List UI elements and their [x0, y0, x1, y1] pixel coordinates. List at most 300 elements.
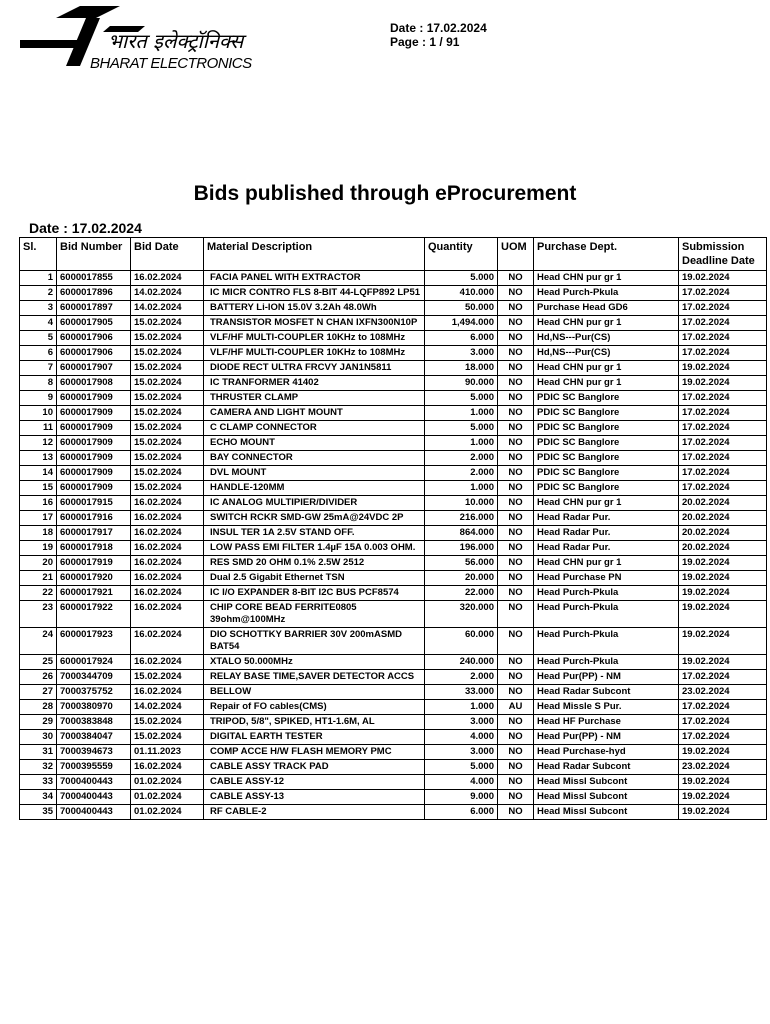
table-row	[20, 526, 767, 541]
cell-material-description: LOW PASS EMI FILTER 1.4µF 15A 0.003 OHM.	[204, 541, 425, 556]
header-page: Page : 1 / 91	[390, 35, 460, 49]
cell-quantity: 5.000	[425, 271, 498, 286]
cell-material-description: IC I/O EXPANDER 8-BIT I2C BUS PCF8574	[204, 586, 425, 601]
col-header-bid-number: Bid Number	[57, 238, 131, 271]
cell-purchase-dept: Head Purch-Pkula	[534, 286, 679, 301]
cell-quantity: 196.000	[425, 541, 498, 556]
cell-bid-number: 6000017906	[57, 331, 131, 346]
cell-material-description: Dual 2.5 Gigabit Ethernet TSN	[204, 571, 425, 586]
cell-deadline: 17.02.2024	[679, 301, 767, 316]
cell-deadline: 17.02.2024	[679, 451, 767, 466]
cell-purchase-dept: Head Missl Subcont	[534, 805, 679, 820]
cell-purchase-dept: Head Radar Pur.	[534, 526, 679, 541]
cell-deadline: 19.02.2024	[679, 586, 767, 601]
cell-material-description: INSUL TER 1A 2.5V STAND OFF.	[204, 526, 425, 541]
cell-quantity: 6.000	[425, 805, 498, 820]
cell-bid-date: 15.02.2024	[131, 316, 204, 331]
cell-quantity: 5.000	[425, 760, 498, 775]
cell-material-description: VLF/HF MULTI-COUPLER 10KHz to 108MHz	[204, 331, 425, 346]
col-header-material-description: Material Description	[204, 238, 425, 271]
cell-material-description: RES SMD 20 OHM 0.1% 2.5W 2512	[204, 556, 425, 571]
bel-logo-icon	[20, 4, 340, 74]
cell-bid-date: 16.02.2024	[131, 601, 204, 628]
cell-bid-number: 6000017896	[57, 286, 131, 301]
cell-material-description: BELLOW	[204, 685, 425, 700]
cell-sl: 6	[20, 346, 57, 361]
cell-uom: NO	[498, 670, 534, 685]
table-row	[20, 685, 767, 700]
cell-purchase-dept: Head Purch-Pkula	[534, 628, 679, 655]
cell-sl: 34	[20, 790, 57, 805]
cell-uom: NO	[498, 316, 534, 331]
cell-bid-date: 16.02.2024	[131, 541, 204, 556]
cell-quantity: 5.000	[425, 421, 498, 436]
cell-bid-number: 6000017919	[57, 556, 131, 571]
cell-uom: NO	[498, 805, 534, 820]
cell-uom: NO	[498, 556, 534, 571]
cell-uom: NO	[498, 628, 534, 655]
cell-bid-date: 16.02.2024	[131, 655, 204, 670]
cell-bid-date: 01.02.2024	[131, 775, 204, 790]
cell-quantity: 320.000	[425, 601, 498, 628]
cell-uom: NO	[498, 421, 534, 436]
header-meta	[390, 21, 487, 49]
cell-sl: 16	[20, 496, 57, 511]
cell-material-description: CABLE ASSY TRACK PAD	[204, 760, 425, 775]
table-row	[20, 601, 767, 628]
table-row	[20, 571, 767, 586]
table-row	[20, 511, 767, 526]
cell-material-description: IC MICR CONTRO FLS 8-BIT 44-LQFP892 LP51	[204, 286, 425, 301]
table-row	[20, 391, 767, 406]
cell-deadline: 19.02.2024	[679, 361, 767, 376]
table-row	[20, 421, 767, 436]
cell-purchase-dept: Head CHN pur gr 1	[534, 556, 679, 571]
cell-quantity: 22.000	[425, 586, 498, 601]
cell-uom: NO	[498, 511, 534, 526]
cell-bid-date: 14.02.2024	[131, 286, 204, 301]
cell-deadline: 19.02.2024	[679, 271, 767, 286]
cell-bid-date: 14.02.2024	[131, 301, 204, 316]
report-date: Date : 17.02.2024	[29, 220, 142, 236]
cell-uom: AU	[498, 700, 534, 715]
cell-quantity: 4.000	[425, 730, 498, 745]
table-row	[20, 745, 767, 760]
cell-purchase-dept: Head Missle S Pur.	[534, 700, 679, 715]
cell-bid-number: 7000400443	[57, 805, 131, 820]
cell-bid-date: 16.02.2024	[131, 760, 204, 775]
cell-uom: NO	[498, 541, 534, 556]
cell-bid-number: 6000017909	[57, 466, 131, 481]
table-row	[20, 406, 767, 421]
cell-deadline: 17.02.2024	[679, 331, 767, 346]
cell-bid-date: 16.02.2024	[131, 628, 204, 655]
logo-hindi-text: भारत इलेक्ट्रॉनिक्स	[108, 29, 244, 53]
cell-sl: 29	[20, 715, 57, 730]
cell-quantity: 3.000	[425, 346, 498, 361]
table-row	[20, 730, 767, 745]
cell-material-description: TRIPOD, 5/8", SPIKED, HT1-1.6M, AL	[204, 715, 425, 730]
cell-bid-number: 6000017907	[57, 361, 131, 376]
table-row	[20, 760, 767, 775]
cell-purchase-dept: Head CHN pur gr 1	[534, 271, 679, 286]
table-header-row	[20, 238, 767, 271]
table-body	[20, 271, 767, 820]
cell-bid-number: 6000017909	[57, 481, 131, 496]
cell-purchase-dept: Head Radar Pur.	[534, 541, 679, 556]
table-row	[20, 361, 767, 376]
cell-bid-date: 15.02.2024	[131, 715, 204, 730]
table-row	[20, 496, 767, 511]
cell-deadline: 20.02.2024	[679, 511, 767, 526]
cell-deadline: 19.02.2024	[679, 628, 767, 655]
cell-purchase-dept: PDIC SC Banglore	[534, 466, 679, 481]
cell-bid-number: 6000017855	[57, 271, 131, 286]
cell-bid-number: 7000400443	[57, 775, 131, 790]
cell-quantity: 5.000	[425, 391, 498, 406]
cell-bid-number: 7000395559	[57, 760, 131, 775]
cell-bid-date: 15.02.2024	[131, 346, 204, 361]
cell-purchase-dept: Hd,NS---Pur(CS)	[534, 331, 679, 346]
cell-purchase-dept: PDIC SC Banglore	[534, 391, 679, 406]
cell-material-description: DVL MOUNT	[204, 466, 425, 481]
cell-sl: 24	[20, 628, 57, 655]
cell-purchase-dept: Head CHN pur gr 1	[534, 496, 679, 511]
cell-bid-date: 16.02.2024	[131, 586, 204, 601]
cell-material-description: XTALO 50.000MHz	[204, 655, 425, 670]
cell-material-description: TRANSISTOR MOSFET N CHAN IXFN300N10P	[204, 316, 425, 331]
table-row	[20, 556, 767, 571]
cell-bid-number: 6000017906	[57, 346, 131, 361]
cell-sl: 22	[20, 586, 57, 601]
cell-purchase-dept: PDIC SC Banglore	[534, 451, 679, 466]
cell-purchase-dept: Head Purchase-hyd	[534, 745, 679, 760]
cell-deadline: 19.02.2024	[679, 556, 767, 571]
cell-quantity: 2.000	[425, 466, 498, 481]
cell-bid-number: 6000017909	[57, 451, 131, 466]
col-header-bid-date: Bid Date	[131, 238, 204, 271]
cell-bid-date: 16.02.2024	[131, 526, 204, 541]
cell-purchase-dept: PDIC SC Banglore	[534, 436, 679, 451]
cell-uom: NO	[498, 571, 534, 586]
cell-sl: 14	[20, 466, 57, 481]
cell-purchase-dept: Head Purch-Pkula	[534, 601, 679, 628]
cell-bid-date: 14.02.2024	[131, 700, 204, 715]
cell-sl: 33	[20, 775, 57, 790]
table-row	[20, 790, 767, 805]
cell-deadline: 17.02.2024	[679, 481, 767, 496]
cell-sl: 15	[20, 481, 57, 496]
cell-deadline: 17.02.2024	[679, 346, 767, 361]
cell-sl: 5	[20, 331, 57, 346]
table-row	[20, 436, 767, 451]
cell-uom: NO	[498, 760, 534, 775]
cell-quantity: 864.000	[425, 526, 498, 541]
cell-sl: 25	[20, 655, 57, 670]
cell-purchase-dept: Head Purchase PN	[534, 571, 679, 586]
cell-bid-date: 15.02.2024	[131, 481, 204, 496]
cell-purchase-dept: Head CHN pur gr 1	[534, 361, 679, 376]
cell-uom: NO	[498, 526, 534, 541]
cell-bid-date: 01.02.2024	[131, 790, 204, 805]
cell-deadline: 17.02.2024	[679, 391, 767, 406]
cell-sl: 19	[20, 541, 57, 556]
cell-material-description: CHIP CORE BEAD FERRITE0805 39ohm@100MHz	[204, 601, 425, 628]
cell-deadline: 17.02.2024	[679, 421, 767, 436]
cell-bid-number: 6000017918	[57, 541, 131, 556]
cell-quantity: 1.000	[425, 481, 498, 496]
cell-purchase-dept: PDIC SC Banglore	[534, 421, 679, 436]
cell-deadline: 17.02.2024	[679, 316, 767, 331]
table-row	[20, 655, 767, 670]
cell-bid-date: 01.02.2024	[131, 805, 204, 820]
cell-uom: NO	[498, 715, 534, 730]
header-date: Date : 17.02.2024	[390, 21, 487, 35]
cell-bid-date: 15.02.2024	[131, 451, 204, 466]
table-row	[20, 451, 767, 466]
col-header-submission-deadline: Submission Deadline Date	[679, 238, 767, 271]
cell-deadline: 23.02.2024	[679, 760, 767, 775]
cell-deadline: 17.02.2024	[679, 715, 767, 730]
cell-uom: NO	[498, 346, 534, 361]
cell-material-description: FACIA PANEL WITH EXTRACTOR	[204, 271, 425, 286]
cell-quantity: 2.000	[425, 451, 498, 466]
cell-deadline: 17.02.2024	[679, 670, 767, 685]
cell-material-description: C CLAMP CONNECTOR	[204, 421, 425, 436]
cell-uom: NO	[498, 496, 534, 511]
cell-uom: NO	[498, 301, 534, 316]
table-row	[20, 481, 767, 496]
cell-bid-number: 7000383848	[57, 715, 131, 730]
cell-material-description: RF CABLE-2	[204, 805, 425, 820]
cell-quantity: 4.000	[425, 775, 498, 790]
cell-sl: 13	[20, 451, 57, 466]
col-header-sl: Sl.	[20, 238, 57, 271]
cell-material-description: VLF/HF MULTI-COUPLER 10KHz to 108MHz	[204, 346, 425, 361]
cell-material-description: IC ANALOG MULTIPIER/DIVIDER	[204, 496, 425, 511]
cell-sl: 1	[20, 271, 57, 286]
cell-bid-number: 6000017923	[57, 628, 131, 655]
cell-quantity: 6.000	[425, 331, 498, 346]
bids-table	[19, 237, 767, 820]
cell-deadline: 19.02.2024	[679, 655, 767, 670]
cell-uom: NO	[498, 286, 534, 301]
table-row	[20, 286, 767, 301]
cell-material-description: IC TRANFORMER 41402	[204, 376, 425, 391]
cell-material-description: SWITCH RCKR SMD-GW 25mA@24VDC 2P	[204, 511, 425, 526]
cell-quantity: 33.000	[425, 685, 498, 700]
cell-purchase-dept: Head Radar Subcont	[534, 760, 679, 775]
cell-quantity: 3.000	[425, 745, 498, 760]
cell-quantity: 56.000	[425, 556, 498, 571]
cell-material-description: DIGITAL EARTH TESTER	[204, 730, 425, 745]
cell-quantity: 2.000	[425, 670, 498, 685]
cell-deadline: 19.02.2024	[679, 601, 767, 628]
cell-material-description: HANDLE-120MM	[204, 481, 425, 496]
table-row	[20, 331, 767, 346]
cell-material-description: ECHO MOUNT	[204, 436, 425, 451]
cell-uom: NO	[498, 391, 534, 406]
cell-bid-date: 15.02.2024	[131, 421, 204, 436]
cell-deadline: 23.02.2024	[679, 685, 767, 700]
cell-quantity: 60.000	[425, 628, 498, 655]
cell-bid-date: 16.02.2024	[131, 556, 204, 571]
cell-quantity: 90.000	[425, 376, 498, 391]
cell-bid-date: 01.11.2023	[131, 745, 204, 760]
cell-bid-date: 16.02.2024	[131, 271, 204, 286]
cell-purchase-dept: Purchase Head GD6	[534, 301, 679, 316]
cell-material-description: COMP ACCE H/W FLASH MEMORY PMC	[204, 745, 425, 760]
cell-uom: NO	[498, 331, 534, 346]
table-row	[20, 700, 767, 715]
cell-sl: 20	[20, 556, 57, 571]
cell-uom: NO	[498, 775, 534, 790]
cell-purchase-dept: Head Pur(PP) - NM	[534, 730, 679, 745]
cell-bid-date: 15.02.2024	[131, 466, 204, 481]
logo-english-text: BHARAT ELECTRONICS	[90, 55, 252, 72]
table-row	[20, 628, 767, 655]
table-row	[20, 271, 767, 286]
cell-quantity: 216.000	[425, 511, 498, 526]
cell-deadline: 20.02.2024	[679, 496, 767, 511]
table-row	[20, 586, 767, 601]
cell-purchase-dept: Head Pur(PP) - NM	[534, 670, 679, 685]
cell-uom: NO	[498, 685, 534, 700]
cell-quantity: 10.000	[425, 496, 498, 511]
cell-sl: 12	[20, 436, 57, 451]
cell-bid-number: 7000384047	[57, 730, 131, 745]
table-row	[20, 670, 767, 685]
cell-bid-date: 15.02.2024	[131, 730, 204, 745]
cell-bid-date: 15.02.2024	[131, 361, 204, 376]
cell-deadline: 19.02.2024	[679, 790, 767, 805]
table-row	[20, 346, 767, 361]
cell-material-description: BAY CONNECTOR	[204, 451, 425, 466]
cell-sl: 3	[20, 301, 57, 316]
cell-purchase-dept: Head Purch-Pkula	[534, 586, 679, 601]
cell-bid-number: 6000017915	[57, 496, 131, 511]
cell-quantity: 20.000	[425, 571, 498, 586]
cell-bid-number: 7000400443	[57, 790, 131, 805]
table-row	[20, 805, 767, 820]
cell-deadline: 20.02.2024	[679, 541, 767, 556]
cell-material-description: Repair of FO cables(CMS)	[204, 700, 425, 715]
cell-deadline: 17.02.2024	[679, 466, 767, 481]
cell-material-description: CABLE ASSY-13	[204, 790, 425, 805]
cell-bid-date: 16.02.2024	[131, 685, 204, 700]
cell-bid-date: 16.02.2024	[131, 496, 204, 511]
cell-bid-date: 15.02.2024	[131, 670, 204, 685]
cell-sl: 9	[20, 391, 57, 406]
cell-sl: 35	[20, 805, 57, 820]
cell-material-description: DIODE RECT ULTRA FRCVY JAN1N5811	[204, 361, 425, 376]
cell-uom: NO	[498, 406, 534, 421]
cell-sl: 30	[20, 730, 57, 745]
cell-bid-number: 6000017909	[57, 421, 131, 436]
cell-deadline: 19.02.2024	[679, 376, 767, 391]
cell-bid-number: 7000344709	[57, 670, 131, 685]
cell-bid-number: 6000017924	[57, 655, 131, 670]
cell-quantity: 1.000	[425, 436, 498, 451]
cell-bid-number: 6000017917	[57, 526, 131, 541]
cell-bid-number: 6000017920	[57, 571, 131, 586]
cell-purchase-dept: Head Missl Subcont	[534, 775, 679, 790]
cell-uom: NO	[498, 361, 534, 376]
cell-quantity: 1.000	[425, 700, 498, 715]
cell-uom: NO	[498, 730, 534, 745]
table-row	[20, 316, 767, 331]
cell-bid-number: 7000394673	[57, 745, 131, 760]
cell-sl: 21	[20, 571, 57, 586]
cell-bid-number: 6000017905	[57, 316, 131, 331]
cell-bid-date: 15.02.2024	[131, 436, 204, 451]
cell-purchase-dept: Head CHN pur gr 1	[534, 316, 679, 331]
cell-uom: NO	[498, 745, 534, 760]
cell-quantity: 410.000	[425, 286, 498, 301]
cell-quantity: 18.000	[425, 361, 498, 376]
cell-uom: NO	[498, 376, 534, 391]
cell-deadline: 17.02.2024	[679, 700, 767, 715]
table-row	[20, 466, 767, 481]
cell-deadline: 17.02.2024	[679, 286, 767, 301]
cell-bid-date: 16.02.2024	[131, 571, 204, 586]
cell-uom: NO	[498, 601, 534, 628]
cell-bid-number: 6000017909	[57, 406, 131, 421]
table-row	[20, 541, 767, 556]
cell-deadline: 17.02.2024	[679, 730, 767, 745]
cell-bid-number: 6000017909	[57, 391, 131, 406]
cell-sl: 23	[20, 601, 57, 628]
cell-deadline: 19.02.2024	[679, 745, 767, 760]
cell-uom: NO	[498, 586, 534, 601]
cell-bid-number: 7000380970	[57, 700, 131, 715]
table-row	[20, 301, 767, 316]
cell-sl: 7	[20, 361, 57, 376]
cell-bid-date: 15.02.2024	[131, 391, 204, 406]
cell-uom: NO	[498, 466, 534, 481]
cell-deadline: 19.02.2024	[679, 571, 767, 586]
cell-purchase-dept: Head Radar Pur.	[534, 511, 679, 526]
cell-purchase-dept: Head Missl Subcont	[534, 790, 679, 805]
page-title: Bids published through eProcurement	[193, 182, 577, 205]
cell-sl: 17	[20, 511, 57, 526]
cell-purchase-dept: Head Purch-Pkula	[534, 655, 679, 670]
cell-sl: 11	[20, 421, 57, 436]
cell-bid-number: 6000017897	[57, 301, 131, 316]
cell-bid-date: 15.02.2024	[131, 406, 204, 421]
cell-material-description: CABLE ASSY-12	[204, 775, 425, 790]
cell-sl: 2	[20, 286, 57, 301]
cell-sl: 27	[20, 685, 57, 700]
cell-sl: 31	[20, 745, 57, 760]
cell-bid-date: 16.02.2024	[131, 511, 204, 526]
cell-quantity: 3.000	[425, 715, 498, 730]
cell-bid-number: 6000017909	[57, 436, 131, 451]
cell-bid-number: 6000017922	[57, 601, 131, 628]
cell-bid-number: 6000017921	[57, 586, 131, 601]
cell-deadline: 17.02.2024	[679, 436, 767, 451]
cell-quantity: 1.000	[425, 406, 498, 421]
cell-sl: 26	[20, 670, 57, 685]
cell-sl: 4	[20, 316, 57, 331]
cell-quantity: 9.000	[425, 790, 498, 805]
cell-deadline: 19.02.2024	[679, 775, 767, 790]
cell-bid-date: 15.02.2024	[131, 331, 204, 346]
cell-material-description: BATTERY Li-ION 15.0V 3.2Ah 48.0Wh	[204, 301, 425, 316]
cell-deadline: 17.02.2024	[679, 406, 767, 421]
cell-purchase-dept: Head Radar Subcont	[534, 685, 679, 700]
cell-material-description: CAMERA AND LIGHT MOUNT	[204, 406, 425, 421]
